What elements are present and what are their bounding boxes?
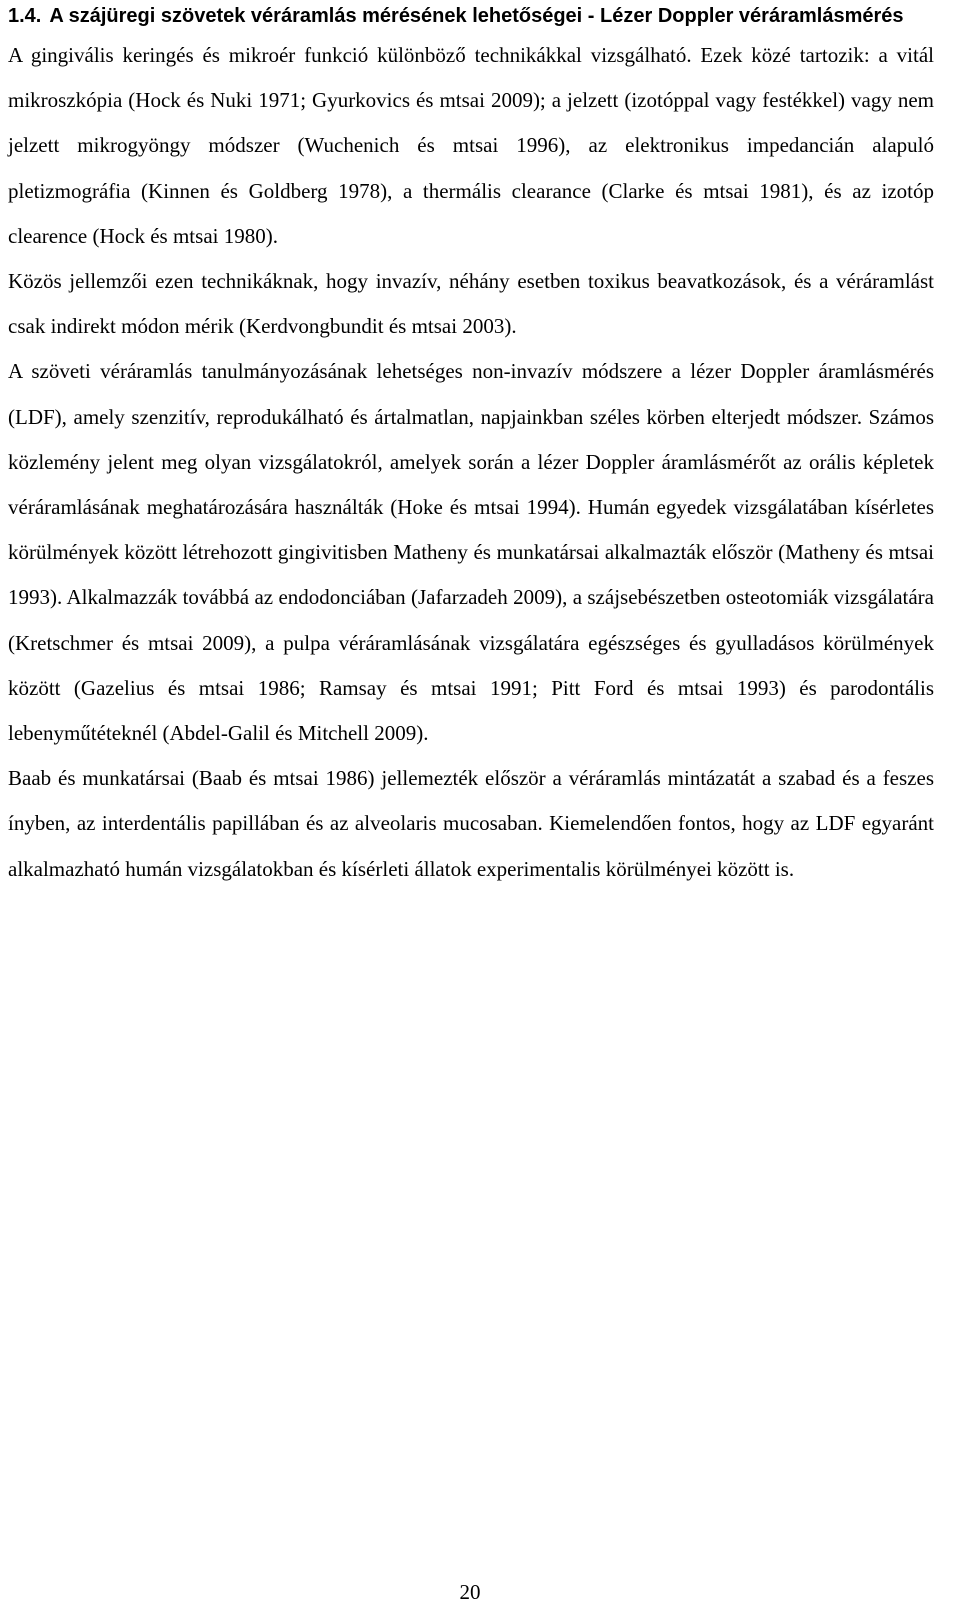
paragraph-measurement-techniques: A gingivális keringés és mikroér funkció különböző technikákkal vizsgálható. Ezek közé tartozik: a vitál mikroszkópia (Hock és Nuki 1971; Gyurkovics és mtsai 2009); a jelzett (izotóppal vagy festékkel) vagy nem jelzett mikrogyöngy módszer (Wuchenich és mtsai 1996), az elektronikus impedancián alapuló pletizmográfia (Kinnen és Goldberg 1978), a thermális clearance (Clarke és mtsai 1981), és az izotóp clearence (Hock és mtsai 1980).: [8, 43, 934, 248]
page-number: 20: [459, 1580, 481, 1604]
section-number: 1.4.: [8, 5, 42, 27]
paragraph-common-features: Közös jellemzői ezen technikáknak, hogy invazív, néhány esetben toxikus beavatkozások, és a véráramlást csak indirekt módon mérik (Kerdvongbundit és mtsai 2003).: [8, 269, 934, 339]
section-title: A szájüregi szövetek véráramlás mérésének lehetőségei - Lézer Doppler véráramlásmérés: [49, 5, 904, 27]
paragraph-laser-doppler: A szöveti véráramlás tanulmányozásának lehetséges non-invazív módszere a lézer Doppler áramlásmérés (LDF), amely szenzitív, reprodukálható és ártalmatlan, napjainkban széles körben elterjedt módszer. Számos közlemény jelent meg olyan vizsgálatokról, amelyek során a lézer Doppler áramlásmérőt az orális képletek véráramlásának meghatározására használták (Hoke és mtsai 1994). Humán egyedek vizsgálatában kísérletes körülmények között létrehozott gingivitisben Matheny és munkatársai alkalmazták először (Matheny és mtsai 1993). Alkalmazzák továbbá az endodonciában (Jafarzadeh 2009), a szájsebészetben osteotomiák vizsgálatára (Kretschmer és mtsai 2009), a pulpa véráramlásának vizsgálatára egészséges és gyulladásos körülmények között (Gazelius és mtsai 1986; Ramsay és mtsai 1991; Pitt Ford és mtsai 1993) és parodontális lebenyműtéteknél (Abdel-Galil és Mitchell 2009).: [8, 359, 934, 746]
document-page: [8, 0, 934, 892]
section-heading: [8, 0, 934, 33]
paragraph-baab-study: Baab és munkatársai (Baab és mtsai 1986) jellemezték először a véráramlás mintázatát a szabad és a feszes ínyben, az interdentális papillában és az alveolaris mucosaban. Kiemelendően fontos, hogy az LDF egyaránt alkalmazható humán vizsgálatokban és kísérleti állatok experimentalis körülményei között is.: [8, 766, 934, 881]
